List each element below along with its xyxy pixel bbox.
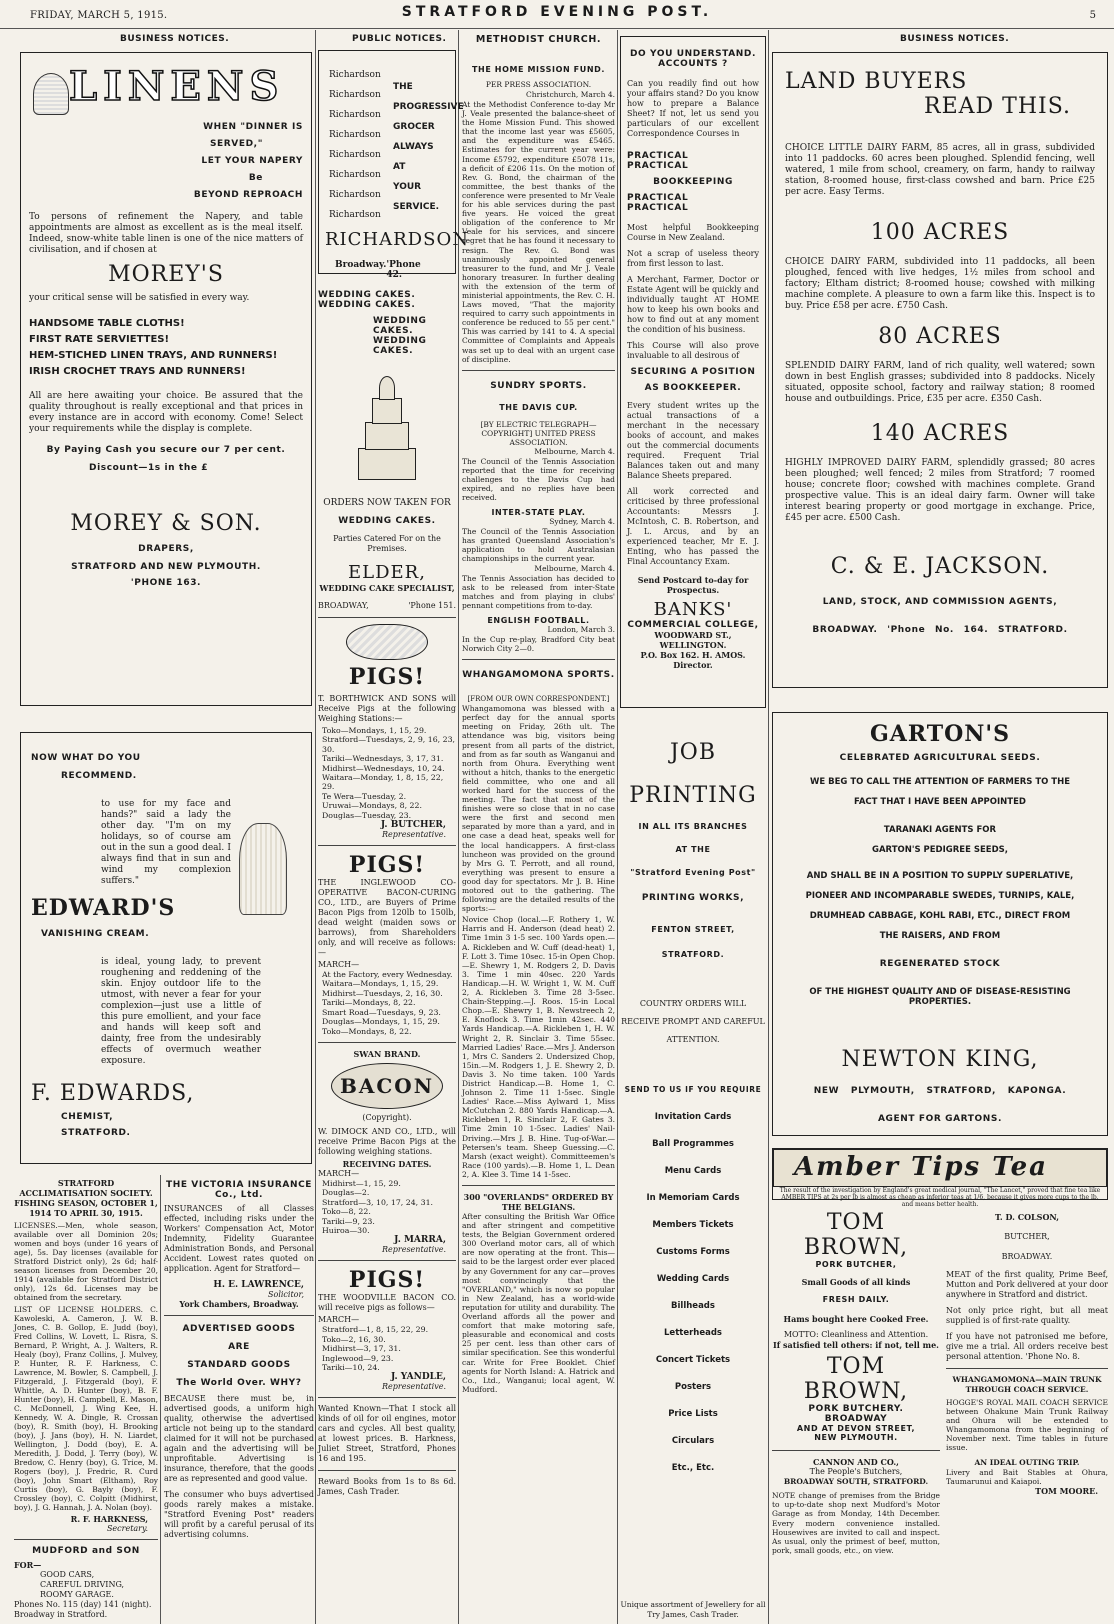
pigs-date-row: Tariki—10, 24. [322, 1362, 380, 1372]
press-association: PER PRESS ASSOCIATION. [485, 80, 592, 89]
pigs-date-row: Huiroa—30. [322, 1225, 370, 1235]
richardson-repeat: Richardson [329, 210, 381, 220]
pigs-date-row: Toko—Mondays, 1, 15, 29. [322, 726, 427, 735]
land-offer: HIGHLY IMPROVED DAIRY FARM, splendidly grassed; 80 acres been ploughed; well fenced; 2 miles from Stratford; 7 roomed house; concrete floor; cowshed with machines complete. Grand prospective value. This is an ideal dairy farm. Owner will take interest bearing property or good mortgage in exchange. Price, £45 per acre. £500 Cash. [785, 458, 1095, 523]
tom-brown-line: If satisfied tell others: if not, tell me. [773, 1340, 939, 1350]
coach-signature: TOM MOORE. [1035, 1486, 1098, 1496]
richardson-repeat: Richardson [329, 150, 381, 160]
pork-butcher: PORK BUTCHER, [815, 1260, 897, 1269]
regenerated-stock: REGENERATED STOCK [879, 959, 1001, 969]
pigs-date-row: Te Wera—Tuesday, 2. [322, 791, 407, 801]
inglewood-intro: THE INGLEWOOD CO-OPERATIVE BACON-CURING CO., LTD., are Buyers of Prime Bacon Pigs from 120lb to 150lb, dead weight (maiden sows or barrows), from Shareholders only, and will receive as follows:— [318, 878, 456, 958]
job-heading: JOB [669, 740, 717, 765]
pigs-date-row: At the Factory, every Wednesday. [322, 970, 453, 980]
mudford-for: FOR— [14, 1560, 42, 1570]
newton-king-firm: NEWTON KING, [841, 1047, 1039, 1072]
advert-heading: STANDARD GOODS [187, 1360, 291, 1370]
garton-seeds-advert [772, 712, 1108, 1136]
drapers: DRAPERS, [138, 544, 194, 554]
garton-line: AND SHALL BE IN A POSITION TO SUPPLY SUPERLATIVE, [806, 871, 1074, 881]
inter-state-heading: INTER-STATE PLAY. [491, 508, 586, 518]
accounts-helpful: Most helpful Bookkeeping Course in New Zealand. [627, 223, 759, 242]
garton-line: WE BEG TO CALL THE ATTENTION OF FARMERS TO THE [809, 777, 1071, 787]
marra-signature: J. MARRA, [394, 1235, 446, 1246]
colson-trial: If you have not patronised me before, give me a trial. All orders receive best personal attention. 'Phone No. 8. [946, 1332, 1108, 1361]
yandle-role: Representative. [382, 1382, 446, 1392]
richardson-word: ALWAYS [393, 142, 434, 152]
advert-heading: ARE [228, 1342, 250, 1352]
pigs-date-row: Tariki—9, 23. [322, 1216, 375, 1226]
tom-brown-motto: MOTTO: Cleanliness and Attention. [783, 1330, 929, 1339]
edwards-advert [20, 732, 312, 1164]
methodist-dateline: Christchurch, March 4. [526, 90, 615, 99]
cannon-heading: The People's Butchers, [809, 1467, 903, 1476]
tom-brown-line: Small Goods of all kinds [801, 1277, 911, 1287]
richardson-word: THE [393, 82, 413, 92]
richardson-word: PROGRESSIVE [393, 102, 464, 112]
pigs-date-row: Stratford—1, 8, 15, 22, 29. [322, 1325, 429, 1335]
sports-dateline: Melbourne, March 4. [534, 563, 615, 573]
pigs-date-row: Waitara—Monday, 1, 8, 15, 22, 29. [322, 773, 444, 792]
elder-brand: ELDER, [348, 562, 426, 583]
advert-question: The World Over. WHY? [176, 1378, 302, 1388]
newton-king-towns: NEW PLYMOUTH, STRATFORD, KAPONGA. [813, 1086, 1067, 1096]
page-number: 5 [1089, 10, 1096, 21]
swan-bacon-advert [318, 1049, 456, 1254]
home-mission-heading: THE HOME MISSION FUND. [471, 65, 605, 74]
business-notices-heading: BUSINESS NOTICES. [120, 34, 230, 44]
securing-heading: SECURING A POSITION [630, 367, 756, 377]
garton-line: DRUMHEAD CABBAGE, KOHL RABI, ETC., DIRECT FROM [809, 911, 1071, 921]
pigs-signature: J. BUTCHER, [380, 820, 446, 831]
mudford-line: CAREFUL DRIVING, [40, 1580, 125, 1589]
pigs-date-row: Midhirst—3, 17, 31. [322, 1344, 401, 1354]
acclim-signature: R. F. HARKNESS, [70, 1514, 148, 1524]
country-orders: COUNTRY ORDERS WILL [639, 999, 747, 1008]
linens-tag: BEYOND REPROACH [193, 190, 303, 200]
job-at: AT THE [675, 845, 711, 854]
wedding-cakes-heading: WEDDING CAKES. [318, 300, 416, 310]
colson-price: Not only price right, but all meat supplied is of first-rate quality. [946, 1306, 1108, 1325]
jackson-trade: LAND, STOCK, AND COMMISSION AGENTS, [822, 597, 1058, 607]
victoria-insurance-notice [164, 1180, 314, 1624]
linens-banner-text: LINENS [69, 63, 285, 110]
sports-dateline: Sydney, March 4. [549, 517, 615, 527]
davis-cup-report: The Council of the Tennis Association reported that the time for receiving challenges to the Davis Cup had expired, and no replies have been received. [462, 456, 615, 503]
newspaper-title: STRATFORD EVENING POST. [401, 4, 713, 20]
issue-date: FRIDAY, MARCH 5, 1915. [30, 10, 168, 21]
land-offer: CHOICE LITTLE DAIRY FARM, 85 acres, all in grass, subdivided into 11 paddocks. 60 acres been ploughed. Splendid fencing, well watered, 1 mile from school, creamery, on farm, handy to railway station, 8-roomed house, first-class cowshed and barn. Price £25 per acre. Easy Terms. [785, 143, 1095, 197]
printing-heading: PRINTING [629, 783, 757, 808]
cannon-body: NOTE change of premises from the Bridge to up-to-date shop next Mudford's Motor Garage as from Monday, 14th December. Every modern convenience installed. Housewives are invited to call and inspect. As usual, only the primest of beef, mutton, pork, small goods, etc., on view. [772, 1491, 940, 1556]
woodville-intro: THE WOODVILLE BACON CO. will receive pigs as follows— [318, 1293, 456, 1313]
dimock-intro: W. DIMOCK AND CO., LTD., will receive Prime Bacon Pigs at the following weighing stations. [318, 1126, 456, 1156]
news-column [462, 34, 615, 1624]
linens-banner [29, 61, 303, 115]
printing-item: In Memoriam Cards [646, 1193, 740, 1203]
accounts-students: Every student writes up the actual transactions of a merchant in the necessary books of account, and makes out the commercial documents required. Frequent Trial Balances taken out and many Balance Sheets prepared. [627, 401, 759, 480]
pigs-date-row: Douglas—Mondays, 1, 15, 29. [322, 1017, 440, 1027]
job-branches: IN ALL ITS BRANCHES [638, 822, 748, 831]
whangamomona-report: Whangamomona was blessed with a perfect day for the annual sports meeting on Friday, 26th ult. The attendance was big, visitors being present from all parts of the district, and from as far south as Wanganui and north from Ohura. Everything went without a hitch, thanks to the energetic field committee, who one and all worked hard for the success of the meeting. The fact that most of the finishes were so close that in no case were the first and second men separated by more than a yard, and in one case a dead heat, speaks well for the local handicappers. A first-class luncheon was provided on the ground by Mrs G. T. Perrott, and all round, everything was present to ensure a good day for spectators. Mr J. B. Hine motored out to the gathering. The following are the detailed results of the sports:— [462, 704, 615, 914]
mudford-address: Broadway in Stratford. [14, 1610, 108, 1619]
advert-consumer: The consumer who buys advertised goods rarely makes a mistake. "Stratford Evening Post" readers will profit by a careful perusal of its advertising columns. [164, 1490, 314, 1539]
receiving-dates: RECEIVING DATES. [342, 1158, 432, 1169]
overlands-heading: THE BELGIANS. [501, 1202, 576, 1212]
richardson-advert [318, 50, 469, 280]
advert-heading: ADVERTISED GOODS [182, 1324, 296, 1334]
tom-brown-line: FRESH DAILY. [822, 1295, 890, 1304]
accounts-heading: DO YOU UNDERSTAND. [629, 49, 757, 59]
butchers-left [772, 1206, 940, 1624]
acclimatisation-notice [14, 1178, 158, 1624]
jackson-firm: C. & E. JACKSON. [830, 554, 1050, 579]
sports-dateline: London, March 3. [547, 624, 615, 634]
garton-line: PIONEER AND INCOMPARABLE SWEDES, TURNIPS, KALE, [805, 891, 1075, 901]
bacon-copyright: (Copyright). [362, 1112, 412, 1122]
elder-specialist: WEDDING CAKE SPECIALIST, [319, 583, 455, 593]
coach-body: HOGGE'S ROYAL MAIL COACH SERVICE between Ohakune Main Trunk Railway and Ohura will be extended to Whangamomona from the beginning of November next. Time tables in future issue. [946, 1398, 1108, 1452]
land-buyers-advert [772, 52, 1108, 688]
practical-line: PRACTICAL PRACTICAL [627, 193, 689, 213]
pigs-title: PIGS! [348, 1267, 426, 1294]
elder-advert [318, 290, 456, 611]
pigs-date-row: Stratford—3, 10, 17, 24, 31. [322, 1197, 434, 1207]
printing-item: Customs Forms [656, 1247, 730, 1257]
public-notices-heading: PUBLIC NOTICES. [352, 34, 447, 44]
garton-line: FACT THAT I HAVE BEEN APPOINTED [854, 797, 1026, 807]
wedding-cakes-heading: WEDDING CAKES. [318, 290, 416, 300]
accounts-invaluable: This Course will also prove invaluable to all desirous of [627, 341, 759, 360]
marra-role: Representative. [382, 1245, 446, 1255]
edwards-firm: F. EDWARDS, [31, 1081, 195, 1106]
richardson-address: Broadway. [335, 260, 387, 270]
richardson-word: GROCER [393, 122, 435, 132]
inter-state-report: The Council of the Tennis Association has granted Queensland Association's application to hold Australasian championships in the current year. [462, 527, 615, 564]
pork-butchery: PORK BUTCHERY. [808, 1404, 904, 1414]
richardson-repeat: Richardson [329, 90, 381, 100]
linens-item-list [29, 318, 303, 377]
pigs-role: Representative. [382, 830, 446, 840]
morey-brand: MOREY'S [108, 262, 224, 287]
coach-heading: THROUGH COACH SERVICE. [965, 1385, 1089, 1394]
wanted-known: Wanted Known—That I stock all kinds of oil for oil engines, motor cars and cycles. All best quality, at lowest prices. B. Harkness, Juliet Street, Stratford, Phones 16 and 195. [318, 1404, 456, 1464]
pigs-date-row: Douglas—Tuesday, 23. [322, 810, 412, 820]
printing-item: Ball Programmes [652, 1139, 734, 1149]
pigs-date-row: Toko—Mondays, 8, 22. [322, 1026, 412, 1036]
coach-heading: WHANGAMOMONA—MAIN TRUNK [952, 1375, 1102, 1384]
linens-tag: LET YOUR NAPERY [201, 156, 303, 166]
lady-illustration [239, 823, 287, 915]
land-offer: CHOICE DAIRY FARM, subdivided into 11 paddocks, all been ploughed, fenced with live hedges, 1½ miles from school and factory; Eltham district; 8-roomed house; cowshed with milking machine complete. A pleasure to own a farm like this. Inspect is to buy. Price £58 per acre. £750 Cash. [785, 257, 1095, 311]
accounts-merchant: A Merchant, Farmer, Doctor or Estate Agent will be quickly and individually taught AT HOME how to keep his own books and how to find out at any moment the condition of his business. [627, 275, 759, 334]
banks-address: WOODWARD ST., WELLINGTON. [654, 630, 732, 650]
accounts-corrected: All work corrected and criticised by three professional Accountants: Messrs J. McIntosh, C. B. Robertson, and J. L. Arcus, and by an experienced teacher, Mr E. J. Enting, who has passed the Final Accountancy Exam. [627, 487, 759, 566]
pigs-month: MARCH— [318, 960, 360, 970]
pigs-date-row: Smart Road—Tuesdays, 9, 23. [322, 1007, 441, 1017]
tom-brown-address: AND AT DEVON STREET, [796, 1424, 916, 1433]
richardson-repeat: Richardson [329, 190, 381, 200]
pigs-date-row: Inglewood—9, 23. [322, 1353, 394, 1363]
richardson-repeat: Richardson [329, 110, 381, 120]
newton-king-agent: AGENT FOR GARTONS. [877, 1114, 1003, 1124]
butchers-right [946, 1206, 1108, 1624]
pigs-title: PIGS! [348, 852, 426, 879]
column-rule [458, 30, 459, 1624]
pigs-woodville-advert [318, 1267, 456, 1391]
edwards-quote: to use for my face and hands?" said a lady the other day. "I'm on my holidays, so of course am out in the sun a good deal. I always find that in sun and wind my complexion suffers." [101, 799, 231, 886]
acclim-heading: STRATFORD ACCLIMATISATION SOCIETY. [19, 1178, 153, 1198]
printing-item: Circulars [671, 1436, 715, 1446]
tom-brown-address: BROADWAY [824, 1414, 888, 1424]
jewellery-note: Unique assortment of Jewellery for all Try James, Cash Trader. [620, 1600, 766, 1619]
accounts-heading: ACCOUNTS ? [658, 59, 728, 69]
reward-books: Reward Books from 1s to 8s 6d. James, Cash Trader. [318, 1477, 456, 1497]
prospectus-line: Send Postcard to-day for Prospectus. [637, 575, 749, 595]
banks-brand: BANKS' [653, 599, 733, 620]
edwards-brand: EDWARD'S [31, 895, 176, 921]
linens-item: HEM-STICHED LINEN TRAYS, AND RUNNERS! [29, 350, 278, 361]
tom-brown-heading: TOM BROWN, [803, 1354, 909, 1404]
elder-address: BROADWAY, [318, 601, 369, 610]
davis-cup-heading: THE DAVIS CUP. [499, 402, 578, 412]
linens-item: FIRST RATE SERVIETTES! [29, 334, 170, 345]
printing-item: Billheads [671, 1301, 715, 1311]
cash-offer: By Paying Cash you secure our 7 per cent. [46, 445, 286, 455]
orders-taken: ORDERS NOW TAKEN FOR [323, 498, 451, 508]
linens-item: HANDSOME TABLE CLOTHS! [29, 318, 185, 329]
richardson-repeat: Richardson [329, 70, 381, 80]
pigs-date-row: Toko—2, 16, 30. [322, 1334, 386, 1344]
land-heading: READ THIS. [924, 94, 1071, 119]
richardson-repeat: Richardson [329, 170, 381, 180]
amber-tips-banner [773, 1149, 1107, 1187]
wedding-cakes-heading: WEDDING CAKES. [373, 336, 427, 356]
garton-subheading: CELEBRATED AGRICULTURAL SEEDS. [839, 753, 1041, 763]
printing-works: PRINTING WORKS, [641, 893, 745, 903]
borthwick-intro: T. BORTHWICK AND SONS will Receive Pigs at the following Weighing Stations:— [318, 694, 456, 723]
discount: Discount—1s in the £ [89, 463, 209, 473]
printing-item: Price Lists [668, 1409, 718, 1419]
swan-brand: SWAN BRAND. [353, 1048, 421, 1059]
richardson-brand: RICHARDSON [325, 229, 469, 250]
cannon-address: BROADWAY SOUTH, STRATFORD. [783, 1477, 929, 1486]
printing-item: Members Tickets [652, 1220, 734, 1230]
table-illustration [33, 73, 69, 115]
edwards-product: VANISHING CREAM. [41, 929, 150, 939]
country-orders: ATTENTION. [666, 1035, 720, 1044]
wedding-cake-illustration [357, 370, 417, 480]
linens-intro: To persons of refinement the Napery, and table appointments are almost as excellent as is the meal itself. Indeed, snow-white table linen is one of the nice matters of civilisation, and if chosen at [29, 212, 303, 255]
tennis-report: The Tennis Association has decided to ask to be released from inter-State matches and from playing in clubs' pennant competitions from to-day. [462, 573, 615, 610]
whangamomona-results: Novice Chop (local.—F. Rothery 1, W. Harris and H. Anderson (dead heat) 2. Time 1min 3 1-5 sec. 100 Yards open.—A. Rickleben and W. Cuff (dead-heat) 1, F. Lott 3. Time 10sec. 15-in Open Chop.—E. Shewry 1, M. Rodgers 2, D. Davis 3. Time 1 min 40sec. 220 Yards Handicap.—H. W. Wright 1, W. M. Cuff 2, A. Rickleben 3. Time 28 3-5sec. Chain-Stepping.—J. Roos. 15-in Local Chop.—E. Shewry 1, B. Newstreech 2, E. Knoflock 3. Time 1min 42sec. 440 Yards Handicap.—A. Rickleben 1, H. W. Wright 2, R. Sinclair 3. Time 55sec. Married Ladies' Race.—Mrs J. Anderson 1, Mrs C. Sanders 2. Undersized Chop, 15in.—M. Rodgers 1, J. E. Shewry 2, D. Davis 3. No time taken. 100 Yards District Handicap.—B. Home 1, C. Johnson 2. Time 11 1-5sec. Single Ladies' Race.—Miss Aylward 1, Miss McCutchan 2. 880 Yards Handicap.—A. Rickleben 1, R. Sinclair 2, F. Gates 3. Time 2min 10 1-5sec. Ladies' Nail-Driving.—Mrs J. B. Hine. Tug-of-War.—Petersen's team. Sheep Guessing.—C. Marsh (exact weight). Committeemen's Race (100 yards).—B. Home 1, L. Dean 2, A. Klee 3. Time 14 1-5sec. [462, 915, 615, 1179]
garton-heading: GARTON'S [869, 721, 1011, 747]
public-notices-column [318, 50, 469, 1624]
jackson-address: BROADWAY. 'Phone No. 164. STRATFORD. [812, 625, 1068, 635]
job-printing-advert [620, 720, 766, 1624]
pigs-month: MARCH— [318, 1315, 360, 1325]
pigs-date-row: Tariki—Wednesdays, 3, 17, 31. [322, 754, 444, 764]
pigs-date-row: Uruwai—Mondays, 8, 22. [322, 801, 422, 811]
country-orders: RECEIVE PROMPT AND CAREFUL [621, 1017, 765, 1026]
banks-college-advert [620, 36, 766, 708]
victoria-address: York Chambers, Broadway. [179, 1299, 299, 1309]
job-paper: "Stratford Evening Post" [630, 868, 756, 877]
tom-brown-address: NEW PLYMOUTH. [814, 1433, 898, 1442]
pigs-date-row: Midhirst—Tuesdays, 2, 16, 30. [322, 988, 443, 998]
linens-choice: All are here awaiting your choice. Be assured that the quality throughout is really exceptional and that prices in every instance are in accord with economy. Come! Select your requirements while the display is complete. [29, 391, 303, 434]
overlands-heading: 300 "OVERLANDS" ORDERED BY [463, 1192, 614, 1202]
printing-item: Etc., Etc. [671, 1463, 715, 1473]
richardson-phone: 'Phone 42. [386, 260, 421, 280]
linens-tag: SERVED," [209, 139, 263, 149]
pigs-title: PIGS! [348, 664, 426, 690]
telegraph-credit: [BY ELECTRIC TELEGRAPH—COPYRIGHT] UNITED PRESS ASSOCIATION. [480, 419, 597, 447]
land-heading: LAND BUYERS [785, 69, 968, 94]
securing-heading: AS BOOKKEEPER. [644, 383, 742, 393]
edwards-town: STRATFORD. [61, 1128, 131, 1138]
wedding-cakes-heading: WEDDING CAKES. [373, 316, 427, 336]
land-offer: SPLENDID DAIRY FARM, land of rich quality, well watered; sown down in best English grasses; subdivided into 8 paddocks. Nicely situated, opposite school, factory and railway station; 8 roomed house and outbuildings. Price, £35 per acre. £350 Cash. [785, 361, 1095, 404]
cannon-heading: CANNON AND CO., [813, 1457, 899, 1467]
amber-tips-blurb: The result of the investigation by England's great medical journal, "The Lancet," proved that fine tea like AMBER TIPS at 2s per lb is almost as cheap as inferior teas at 1/6, because it gives more cups to the lb. and means better health. [779, 1187, 1101, 1208]
land-acres-heading: 100 ACRES [870, 220, 1010, 245]
edwards-heading: RECOMMEND. [61, 771, 137, 781]
victoria-heading: THE VICTORIA INSURANCE Co., Ltd. [165, 1180, 313, 1200]
richardson-word: SERVICE. [393, 202, 440, 212]
column-rule [617, 30, 618, 1624]
acclim-licenses: LICENSES.—Men, whole season, available over all Dominion 20s; women and boys (under 16 years of age), 5s. Day licenses (available for Stratford District only), 2s 6d; half-season licenses from December 20, 1914 (available for Stratford District only), 12s 6d. Licenses may be obtained from the secretary. [14, 1221, 158, 1302]
linens-satisfied: your critical sense will be satisfied in every way. [29, 293, 250, 303]
mudford-line: ROOMY GARAGE. [40, 1590, 114, 1599]
victoria-body: INSURANCES of all Classes effected, including risks under the Workers' Compensation Act, Motor Indemnity, Fidelity Guarantee Administration Bonds, and Personal Accident. Lowest rates quoted on application. Agent for Stratford— [164, 1204, 314, 1273]
column-rule [768, 30, 769, 1624]
elder-phone: 'Phone 151. [408, 601, 456, 610]
edwards-body: is ideal, young lady, to prevent roughening and reddening of the skin. Enjoy outdoor life to the utmost, with never a fear for your complexion—just use a little of this pure emollient, and your face and hands will keep soft and dainty, free from the undesirably effects of overmuch weather exposure. [101, 957, 261, 1066]
bacon-word: BACON [339, 1073, 435, 1098]
mudford-phone: Phones No. 115 (day) 141 (night). [14, 1600, 152, 1609]
colson-meat: MEAT of the first quality, Prime Beef, Mutton and Pork delivered at your door anywhere in Stratford and district. [946, 1270, 1108, 1299]
parties-catered: Parties Catered For on the Premises. [333, 534, 441, 553]
football-report: In the Cup re-play, Bradford City beat Norwich City 2—0. [462, 634, 615, 654]
methodist-report: At the Methodist Conference to-day Mr J. Veale presented the balance-sheet of the Home Mission Fund. This showed that the income last year was £5605, and the expenditure was £5465. Estimates for the current year were: Income £5792, expenditure £5078 11s, a deficit of £206 11s. On the motion of Rev. G. Bond, the chairman of the committee, the best thanks of the conference were presented to Mr Veale for his able services during the past five years. He voiced the great obligation of the conference to Mr Veale for his services, and sincere regret that he has found it necessary to resign. The Rev. G. Bond was unanimously appointed general treasurer to the fund, and Mr J. Veale honorary treasurer. In further dealing with the extension of the term of ministerial appointments, the Rev. C. H. Laws moved, "That the majority required to carry such appointments in conference be reduced to 55 per cent." This was carried by 141 to 4. A special Committee of Complaints and Appeals was set up to deal with an urgent case of discipline. [462, 100, 615, 364]
edwards-title: CHEMIST, [61, 1112, 114, 1122]
garton-line: OF THE HIGHEST QUALITY AND OF DISEASE-RESISTING PROPERTIES. [809, 987, 1071, 1007]
pigs-date-row: Waitara—Mondays, 1, 15, 29. [322, 979, 439, 989]
printing-item: Letterheads [664, 1328, 722, 1338]
colson-heading: T. D. COLSON, [994, 1212, 1059, 1222]
pigs-month: MARCH— [318, 1168, 360, 1178]
coach-stables: Livery and Bait Stables at Ohura, Taumarunui and Kaiapoi. [946, 1468, 1108, 1486]
land-acres-heading: 140 ACRES [870, 421, 1010, 446]
printing-item: Posters [674, 1382, 712, 1392]
pigs-date-row: Douglas—2. [322, 1188, 370, 1198]
morey-firm: MOREY & SON. [70, 511, 262, 536]
advert-body: BECAUSE there must be, in advertised goods, a uniform high quality, otherwise the advertised article not being up to the standard claimed for it will not be purchased again and the advertising will be unprofitable. Advertising is insurance, therefore, that the goods are as represented and good value. [164, 1394, 314, 1483]
job-town: STRATFORD. [661, 950, 725, 959]
fenton-street: FENTON STREET, [651, 925, 735, 934]
pig-illustration [346, 624, 428, 660]
pigs-borthwick-advert [318, 624, 456, 839]
printing-item: Menu Cards [664, 1166, 722, 1176]
printing-item: Concert Tickets [655, 1355, 731, 1365]
mudford-heading: MUDFORD and SON [32, 1546, 140, 1556]
linens-item: IRISH CROCHET TRAYS AND RUNNERS! [29, 366, 246, 377]
pigs-date-row: Stratford—Tuesdays, 2, 9, 16, 23, 30. [322, 735, 456, 754]
accounts-theory: Not a scrap of useless theory from first lesson to last. [627, 249, 759, 268]
practical-line: PRACTICAL PRACTICAL [627, 151, 689, 171]
column-rule [315, 30, 316, 1624]
pigs-date-row: Tariki—Mondays, 8, 22. [322, 998, 416, 1008]
wedding-cakes-label: WEDDING CAKES. [338, 516, 436, 526]
linens-tag: Be [248, 173, 263, 183]
colson-address: BROADWAY. [1001, 1252, 1053, 1261]
printing-item: Invitation Cards [654, 1112, 732, 1122]
amber-tips-advert [772, 1148, 1108, 1208]
pigs-date-row: Midhirst—Wednesdays, 10, 24. [322, 763, 445, 773]
garton-line: TARANAKI AGENTS FOR [883, 825, 997, 835]
acclim-role: Secretary. [106, 1524, 148, 1533]
pigs-inglewood-advert [318, 852, 456, 1036]
english-football-heading: ENGLISH FOOTBALL. [487, 615, 590, 625]
banks-college: COMMERCIAL COLLEGE, [627, 620, 759, 630]
morey-phone: 'PHONE 163. [130, 578, 202, 588]
amber-tips-title: Amber Tips Tea [794, 1152, 1049, 1182]
richardson-word: AT [393, 162, 406, 172]
land-acres-heading: 80 ACRES [878, 324, 1002, 349]
linens-advert [20, 52, 312, 706]
printing-item: Wedding Cards [656, 1274, 730, 1284]
acclim-holders: LIST OF LICENSE HOLDERS. C. Kawoleski, A. Cameron, J. W. B. Jones, C. B. Gollop, E. Judd (boy), Fred Collins, W. Lovett, L. Risra, S. Bernard, P. Wright, A. J. Walters, R. Healy (boy), Franz Collins, J. Mulvey, P. Hunter, R. F. Harkness, C. Lawrence, M. Bowler, S. Campbell, J. Fitzgerald, J. Fitzgerald (boy), F. Whittle, A. D. Hunter (boy), B. F. Hunter (boy), H. Campbell, E. Mason, C. McDonnell, J. Wing Kee, H. Kennedy, W. A. Dingle, R. Crossan (boy), R. Smith (boy), H. Brooking (boy), J. Jans (boy), H. N. Liardet, Wellington, J. Dodd (boy), E. A. Meredith, J. Dodd, J. Terry (boy), W. Bredow, C. Henry (boy), G. Trice, M. Rogers (boy), J. Fredric, R. Curd (boy), John Smart (Eltham), Roy Curtis (boy), G. Bayly (boy), F. Crossley (boy), C. Colpitt (Midhirst, boy), J. G. Hannah, J. A. Nolan (boy). [14, 1305, 159, 1512]
masthead [0, 0, 1114, 29]
sports-dateline: Melbourne, March 4. [534, 446, 615, 456]
edwards-heading: NOW WHAT DO YOU [31, 753, 141, 763]
richardson-word: YOUR [393, 182, 422, 192]
pigs-date-row: Toko—8, 22. [322, 1207, 371, 1217]
acclim-season: FISHING SEASON, OCTOBER 1, 1914 TO APRIL 30, 1915. [14, 1198, 158, 1218]
pigs-date-row: Midhirst—1, 15, 29. [322, 1178, 401, 1188]
victoria-signature: H. E. LAWRENCE, [213, 1280, 304, 1290]
garton-line: GARTON'S PEDIGREE SEEDS, [871, 845, 1009, 855]
garton-line: THE RAISERS, AND FROM [879, 931, 1001, 941]
yandle-signature: J. YANDLE, [390, 1372, 446, 1383]
methodist-heading: METHODIST CHURCH. [475, 34, 602, 45]
overlands-body: After consulting the British War Office and after stringent and competitive tests, the Belgian Government ordered 300 Overland motor cars, all of which are now operating at the front. This—said to be the largest order ever placed by any Government for any car—proves most convincingly that the "OVERLAND," which is now so popular in New Zealand, has a world-wide reputation for utility and durability. The Overland affords all the power and comfort that make motoring safe, pleasurable and economical and costs 25 per cent. less than other cars of similar specification. See this wonderful car. Write for Free Booklet. Chief agents for North Island: A. Hatrick and Co., Ltd., Wanganui; local agent, W. Mudford. [462, 1212, 615, 1394]
tom-brown-line: Hams bought here Cooked Free. [783, 1314, 929, 1324]
send-to-us: SEND TO US IF YOU REQUIRE [624, 1085, 762, 1094]
colson-title: BUTCHER, [1004, 1232, 1050, 1241]
morey-towns: STRATFORD AND NEW PLYMOUTH. [71, 562, 261, 572]
printing-item-list [620, 1112, 766, 1473]
sundry-sports-heading: SUNDRY SPORTS. [490, 380, 587, 391]
richardson-repeat: Richardson [329, 130, 381, 140]
coach-outing: AN IDEAL OUTING TRIP. [974, 1458, 1080, 1467]
column-rule [160, 1175, 161, 1624]
linens-tag: WHEN "DINNER IS [203, 122, 303, 132]
bacon-pig-illustration [331, 1063, 443, 1109]
accounts-intro: Can you readily find out how your affairs stand? Do you know how to prepare a Balance Sheet? If not, let us send you particulars of our excellent Correspondence Courses in [627, 79, 759, 138]
victoria-role: Solicitor, [268, 1290, 304, 1299]
tom-brown-heading: TOM BROWN, [803, 1210, 909, 1260]
correspondent-credit: [FROM OUR OWN CORRESPONDENT.] [467, 695, 610, 704]
bookkeeping-line: BOOKKEEPING [653, 177, 733, 187]
banks-box: P.O. Box 162. H. AMOS. Director. [640, 650, 746, 670]
business-notices-heading-right: BUSINESS NOTICES. [900, 34, 1010, 44]
mudford-line: GOOD CARS, [40, 1570, 95, 1579]
whangamomona-heading: WHANGAMOMONA SPORTS. [462, 670, 615, 681]
